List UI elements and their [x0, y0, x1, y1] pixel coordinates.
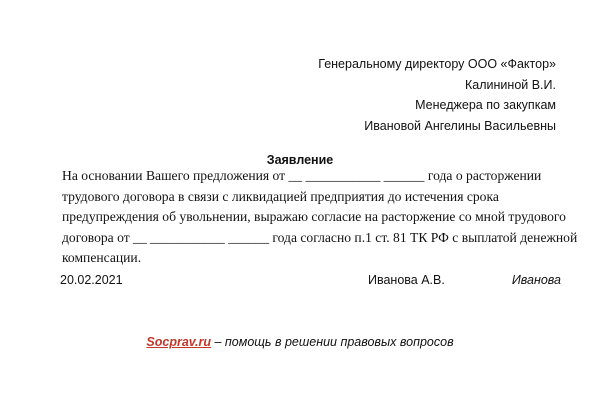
document-title: Заявление: [266, 153, 334, 167]
addressee-block: [256, 54, 556, 136]
body-line: компенсации.: [62, 250, 142, 265]
footer-text: – помощь в решении правовых вопросов: [211, 335, 454, 349]
document-body: [62, 166, 578, 269]
body-line: На основании Вашего предложения от __ ___________ ______ года о расторжении: [62, 168, 542, 183]
body-line: трудового договора в связи с ликвидацией предприятия до истечения срока: [62, 188, 499, 204]
signer-name: Иванова А.В.: [368, 273, 445, 287]
addressee-line: Калининой В.И.: [465, 77, 556, 92]
addressee-line: Генеральному директору ООО «Фактор»: [318, 57, 556, 71]
addressee-line: Менеджера по закупкам: [415, 98, 556, 112]
body-line: договора от __ ___________ ______ года согласно п.1 ст. 81 ТК РФ с выплатой денежной: [62, 229, 578, 245]
body-line: предупреждения об увольнении, выражаю согласие на расторжение со мной трудового: [62, 209, 566, 224]
handwritten-signature: Иванова: [511, 273, 561, 287]
addressee-line: Ивановой Ангелины Васильевны: [364, 118, 556, 133]
signature-row: [0, 272, 600, 290]
signature-date: 20.02.2021: [60, 273, 123, 287]
footer: [0, 334, 600, 350]
site-link[interactable]: Socprav.ru: [146, 335, 212, 349]
